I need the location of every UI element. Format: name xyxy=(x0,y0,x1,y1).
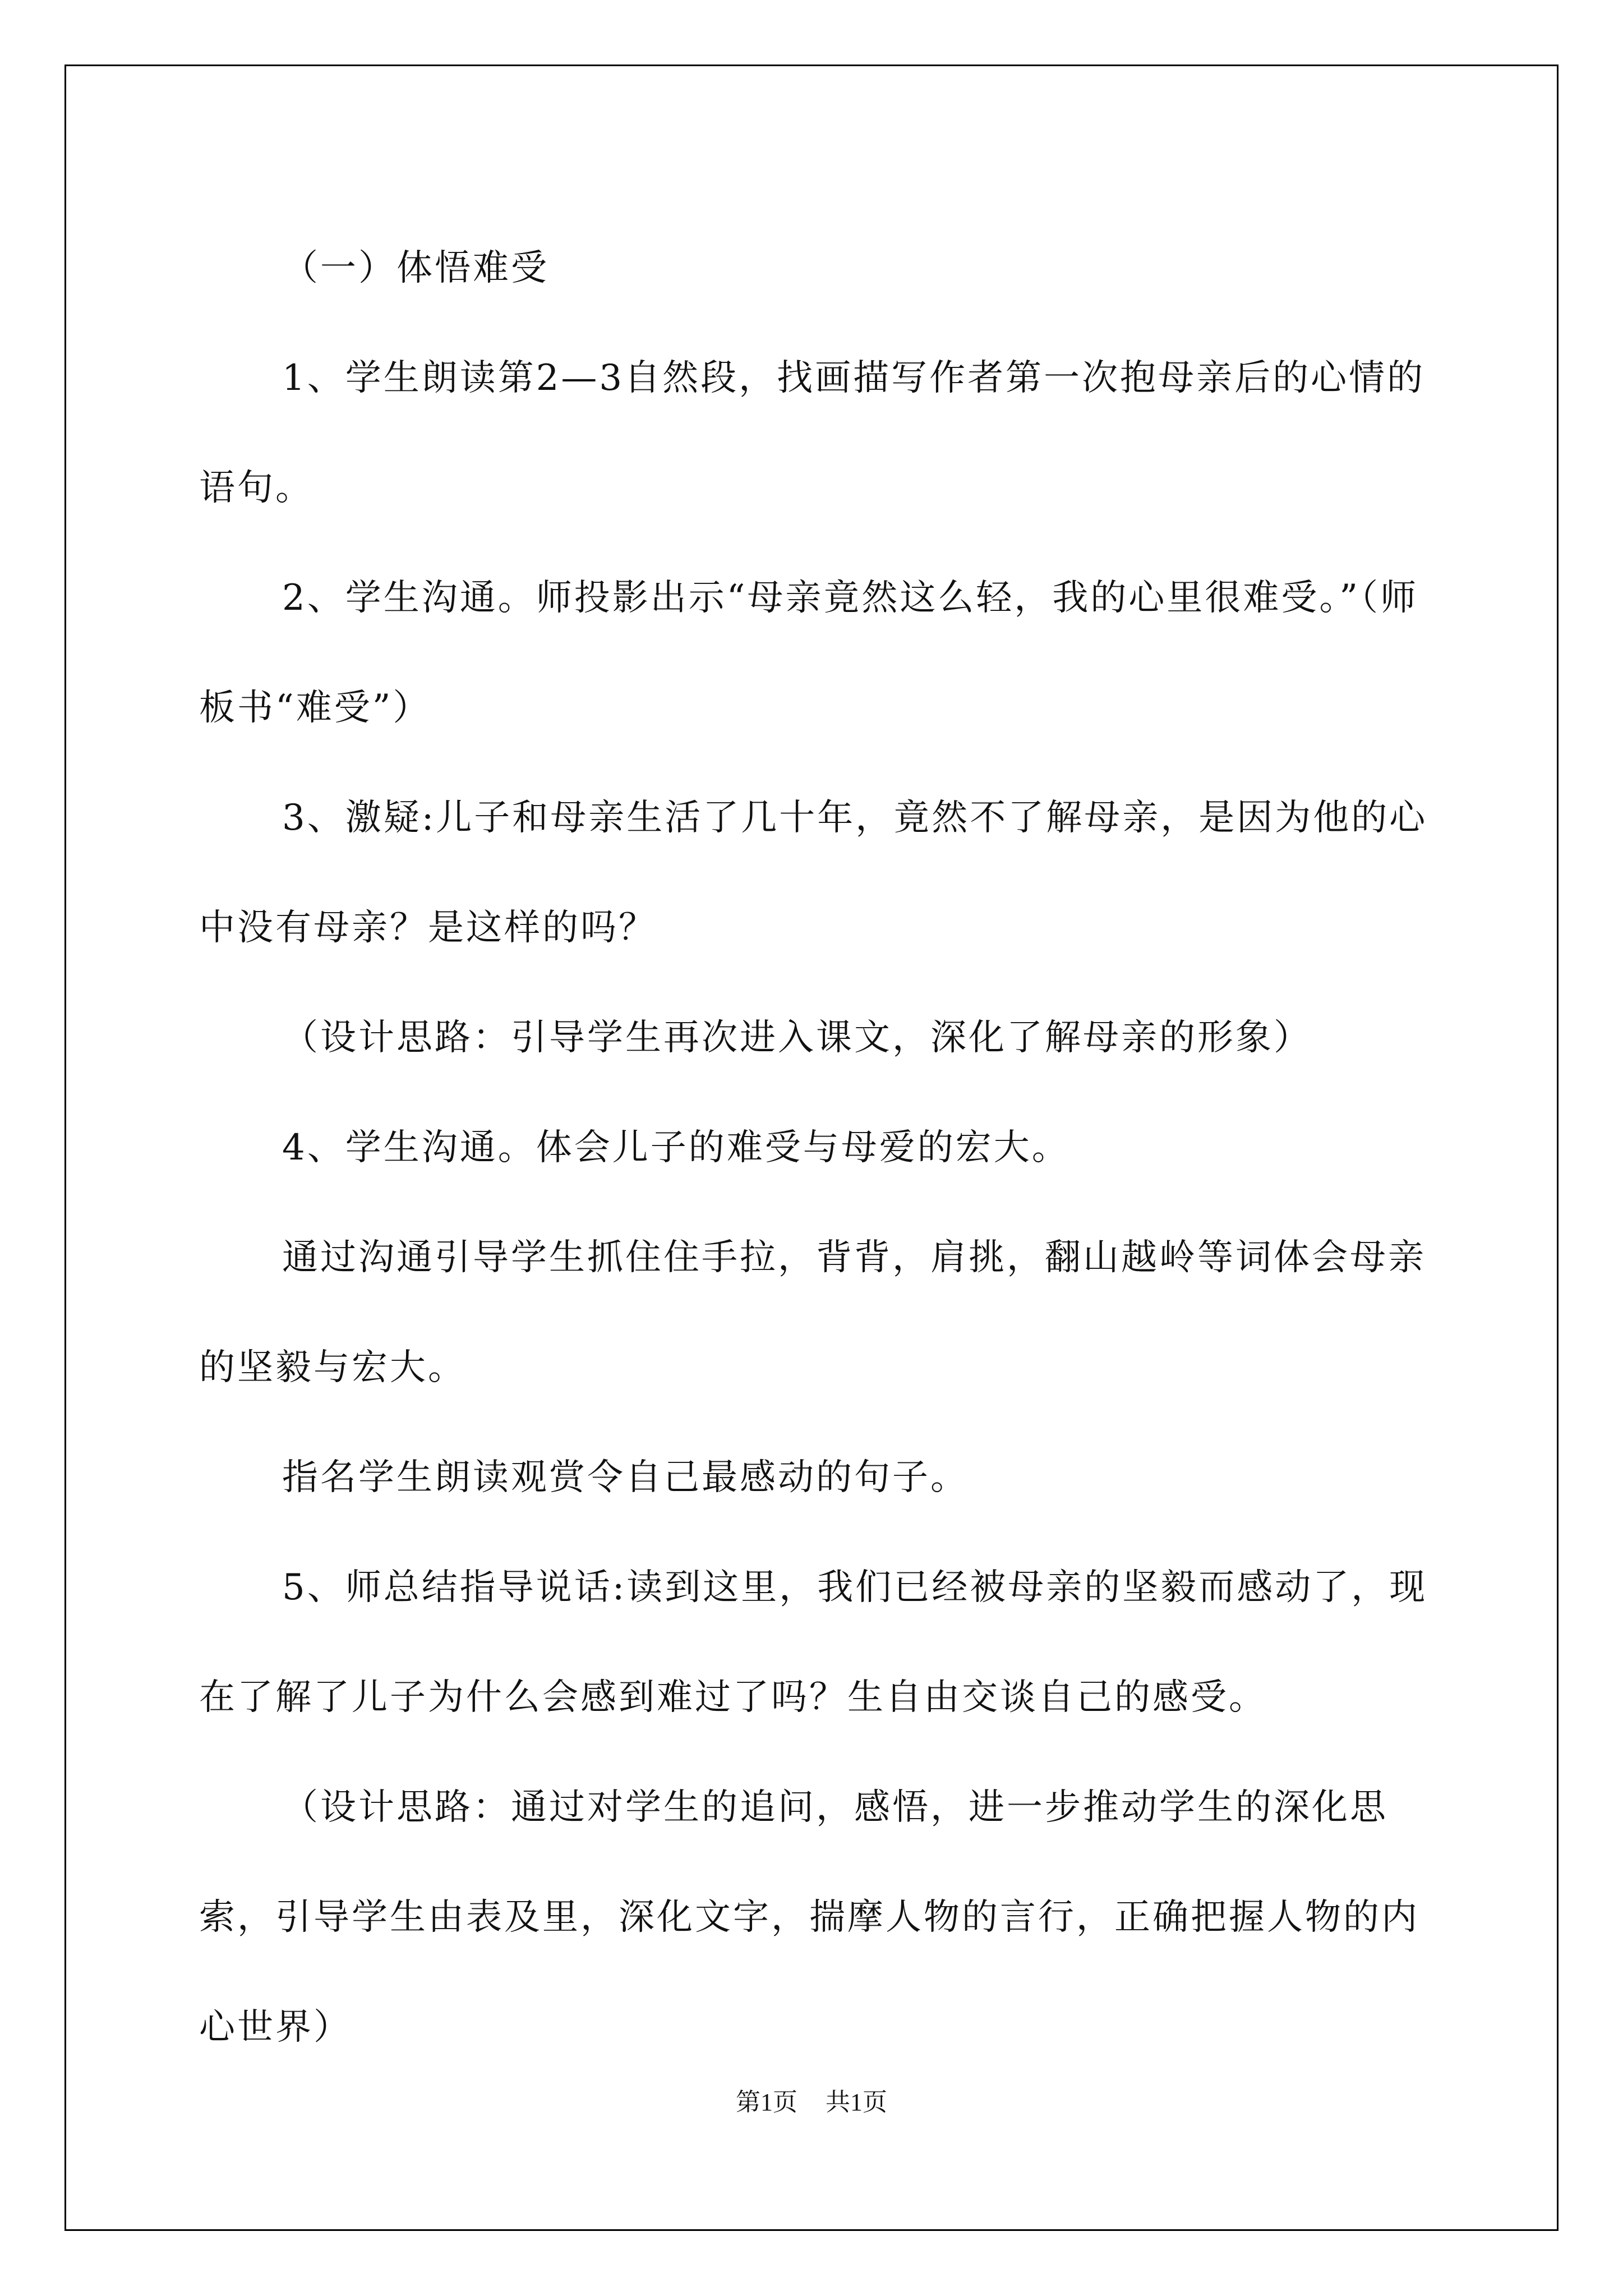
document-body xyxy=(199,213,1431,2082)
paragraph: 4、学生沟通。体会儿子的难受与母爱的宏大。 xyxy=(282,1127,1070,1168)
section-heading: （一）体悟难受 xyxy=(282,247,549,289)
page-total: 共1页 xyxy=(826,2088,887,2116)
paragraph: 5、师总结指导说话:读到这里，我们已经被母亲的坚毅而感动了，现在了解了儿子为什么会感到难过了吗？生自由交谈自己的感受。 xyxy=(199,1567,1428,1718)
page-number: 第1页 xyxy=(736,2088,797,2116)
paragraph: （设计思路：通过对学生的追问，感悟，进一步推动学生的深化思索，引导学生由表及里，深化文字，揣摩人物的言行，正确把握人物的内心世界） xyxy=(199,1787,1419,2048)
paragraph: 2、学生沟通。师投影出示“母亲竟然这么轻，我的心里很难受。”（师板书“难受”） xyxy=(199,577,1419,729)
paragraph: 3、激疑:儿子和母亲生活了几十年，竟然不了解母亲，是因为他的心中没有母亲？是这样的吗？ xyxy=(199,797,1428,949)
page-footer xyxy=(0,2086,1623,2119)
paragraph: 1、学生朗读第2—3自然段，找画描写作者第一次抱母亲后的心情的语句。 xyxy=(199,357,1426,509)
paragraph: （设计思路：引导学生再次进入课文，深化了解母亲的形象） xyxy=(282,1017,1312,1059)
paragraph: 通过沟通引导学生抓住住手拉，背背，肩挑，翻山越岭等词体会母亲的坚毅与宏大。 xyxy=(199,1237,1426,1388)
paragraph: 指名学生朗读观赏令自己最感动的句子。 xyxy=(282,1457,969,1498)
